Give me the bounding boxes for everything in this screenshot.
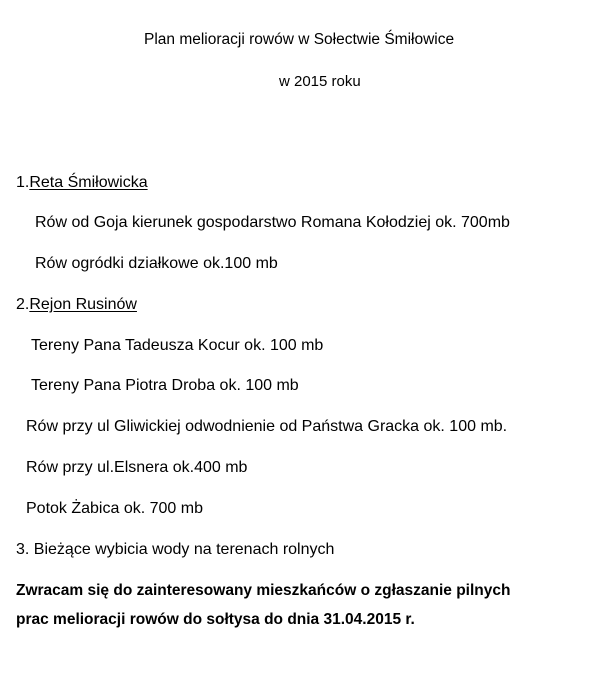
document-title: Plan melioracji rowów w Sołectwie Śmiłowice: [144, 31, 455, 48]
section-1-heading: [16, 173, 148, 193]
section-2-number: 2.: [16, 296, 30, 313]
section-2-item: Tereny Pana Tadeusza Kocur ok. 100 mb: [31, 337, 324, 354]
section-3-text: 3. Bieżące wybicia wody na terenach rolnych: [16, 541, 335, 558]
notice-line-2: prac melioracji rowów do sołtysa do dnia 31.04.2015 r.: [16, 611, 415, 628]
section-1-number: 1.: [16, 174, 30, 191]
notice-line-1: Zwracam się do zainteresowany mieszkańców o zgłaszanie pilnych: [16, 582, 511, 599]
section-2-item: Rów przy ul.Elsnera ok.400 mb: [26, 459, 248, 476]
section-2-heading: [16, 295, 137, 315]
section-2-title: Rejon Rusinów: [29, 296, 137, 313]
section-1-title: Reta Śmiłowicka: [29, 174, 148, 191]
section-2-item: Tereny Pana Piotra Droba ok. 100 mb: [31, 377, 299, 394]
section-1-item: Rów ogródki działkowe ok.100 mb: [35, 255, 278, 272]
document-subtitle: w 2015 roku: [279, 73, 361, 90]
section-2-item: Rów przy ul Gliwickiej odwodnienie od Państwa Gracka ok. 100 mb.: [26, 418, 508, 435]
section-1-item: Rów od Goja kierunek gospodarstwo Romana Kołodziej ok. 700mb: [35, 214, 510, 231]
section-2-item: Potok Żabica ok. 700 mb: [26, 500, 203, 517]
